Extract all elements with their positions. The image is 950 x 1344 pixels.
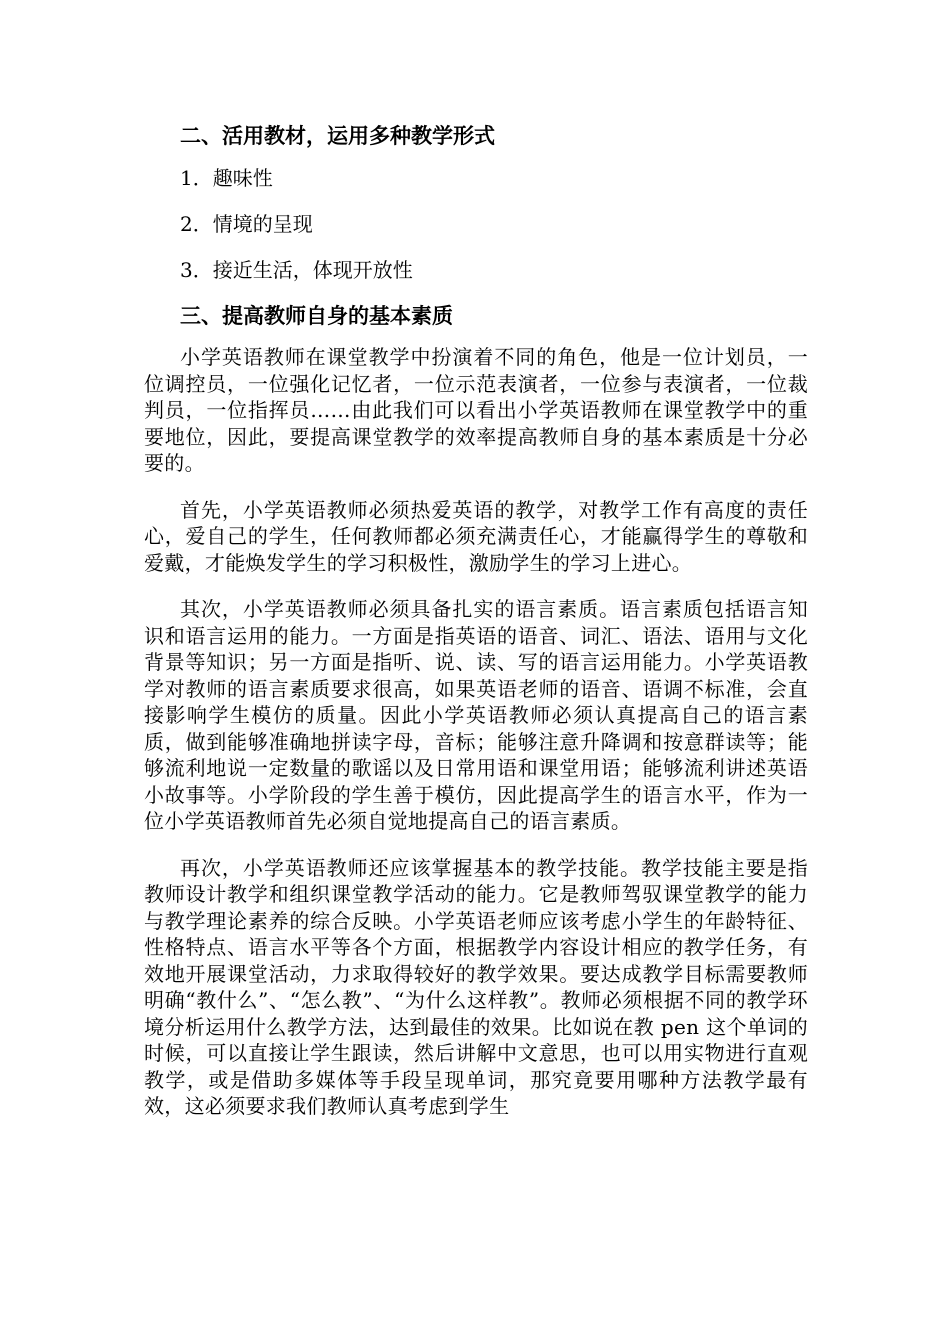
paragraph-roles: 小学英语教师在课堂教学中扮演着不同的角色，他是一位计划员，一位调控员，一位强化记忆者，一位示范表演者，一位参与表演者，一位裁判员，一位指挥员……由此我们可以看出小学英语教师在课堂教学中的重要地位，因此，要提高课堂教学的效率提高教师自身的基本素质是十分必要的。 [144, 345, 808, 475]
list-item-1: 1．趣味性 [180, 166, 273, 190]
paragraph-second: 其次，小学英语教师必须具备扎实的语言素质。语言素质包括语言知识和语言运用的能力。一方面是指英语的语音、词汇、语法、语用与文化背景等知识；另一方面是指听、说、读、写的语言运用能力。小学英语教学对教师的语言素质要求很高，如果英语老师的语音、语调不标准，会直接影响学生模仿的质量。因此小学英语教师必须认真提高自己的语言素质，做到能够准确地拼读字母，音标；能够注意升降调和按意群读等；能够流利地说一定数量的歌谣以及日常用语和课堂用语；能够流利讲述英语小故事等。小学阶段的学生善于模仿，因此提高学生的语言水平，作为一位小学英语教师首先必须自觉地提高自己的语言素质。 [144, 597, 808, 833]
section-heading-2: 二、活用教材，运用多种教学形式 [180, 123, 495, 148]
list-item-3: 3．接近生活，体现开放性 [180, 258, 413, 282]
section-heading-3: 三、提高教师自身的基本素质 [180, 303, 453, 328]
list-item-2: 2．情境的呈现 [180, 212, 313, 236]
paragraph-first: 首先，小学英语教师必须热爱英语的教学，对教学工作有高度的责任心，爱自己的学生，任何教师都必须充满责任心，才能赢得学生的尊敬和爱戴，才能焕发学生的学习积极性，激励学生的学习上进心。 [144, 497, 808, 575]
paragraph-third: 再次，小学英语教师还应该掌握基本的教学技能。教学技能主要是指教师设计教学和组织课堂教学活动的能力。它是教师驾驭课堂教学的能力与教学理论素养的综合反映。小学英语老师应该考虑小学生的年龄特征、性格特点、语言水平等各个方面，根据教学内容设计相应的教学任务，有效地开展课堂活动，力求取得较好的教学效果。要达成教学目标需要教师明确“教什么”、“怎么教”、“为什么这样教”。教师必须根据不同的教学环境分析运用什么教学方法，达到最佳的效果。比如说在教 pen 这个单词的时候，可以直接让学生跟读，然后讲解中文意思，也可以用实物进行直观教学，或是借助多媒体等手段呈现单词，那究竟要用哪种方法教学最有效，这必须要求我们教师认真考虑到学生 [144, 855, 808, 1118]
document-page [144, 112, 808, 1140]
